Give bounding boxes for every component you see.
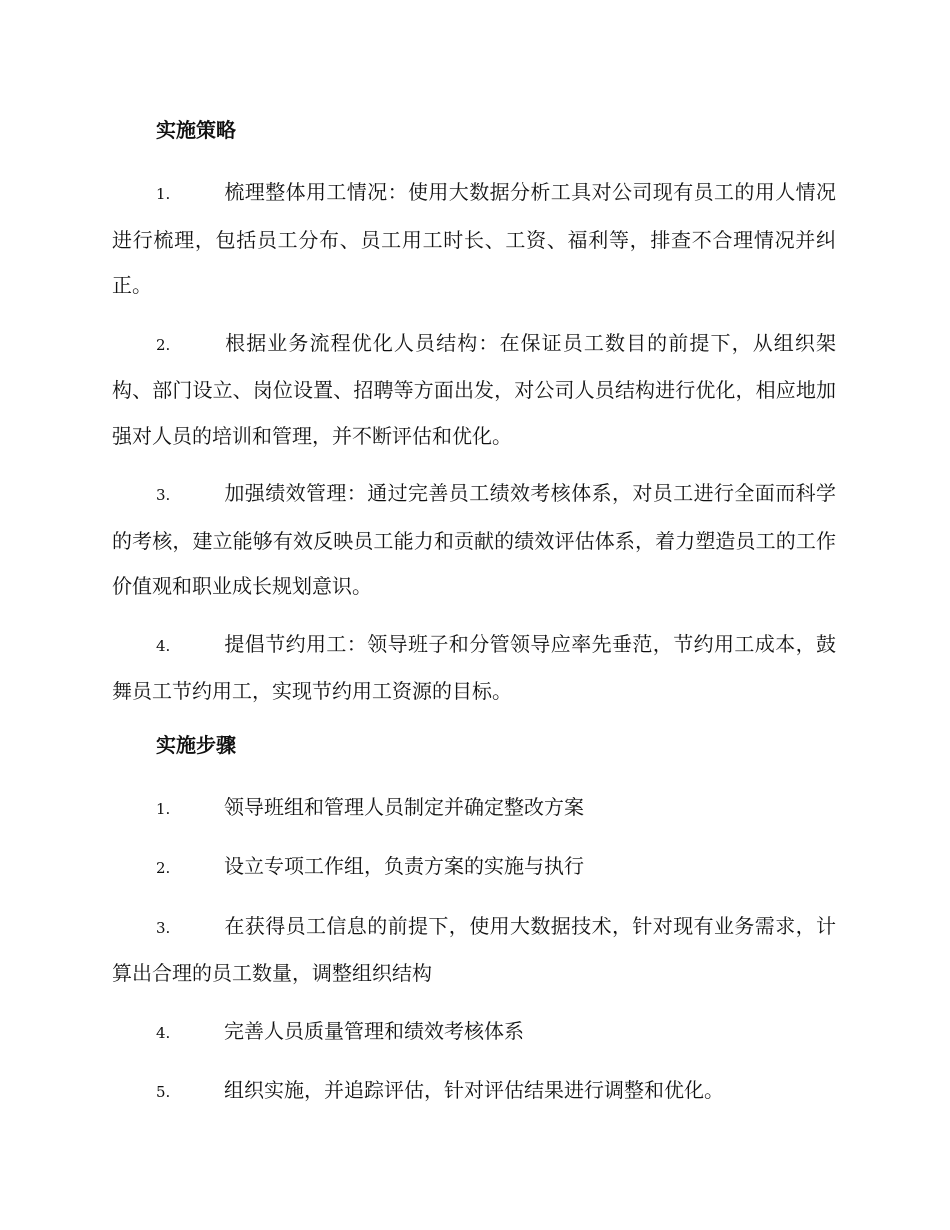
section-heading-strategy: 实施策略 xyxy=(156,118,236,142)
list-number: 4. xyxy=(156,636,171,655)
list-text: 根据业务流程优化人员结构：在保证员工数目的前提下，从组织架构、部门设立、岗位设置、招聘等方面出发，对公司人员结构进行优化，相应地加强对人员的培训和管理，并不断评估和优化。 xyxy=(112,330,836,448)
list-number: 2. xyxy=(156,335,171,354)
list-text: 梳理整体用工情况：使用大数据分析工具对公司现有员工的用人情况进行梳理，包括员工分布、员工用工时长、工资、福利等，排查不合理情况并纠正。 xyxy=(112,180,836,297)
list-number: 5. xyxy=(156,1083,171,1101)
list-item xyxy=(112,1068,836,1116)
list-text: 在获得员工信息的前提下，使用大数据技术，针对现有业务需求，计算出合理的员工数量，调整组织结构 xyxy=(112,913,836,985)
list-item xyxy=(112,622,836,715)
list-text: 完善人员质量管理和绩效考核体系 xyxy=(224,1018,524,1043)
list-number: 2. xyxy=(156,859,171,877)
list-item xyxy=(112,904,836,997)
list-text: 提倡节约用工：领导班子和分管领导应率先垂范，节约用工成本，鼓舞员工节约用工，实现节约用工资源的目标。 xyxy=(112,631,836,703)
list-item xyxy=(112,471,836,610)
list-number: 4. xyxy=(156,1023,171,1042)
list-text: 组织实施，并追踪评估，针对评估结果进行调整和优化。 xyxy=(224,1078,724,1102)
list-number: 3. xyxy=(156,486,171,504)
list-text: 领导班组和管理人员制定并确定整改方案 xyxy=(224,794,584,819)
list-item xyxy=(112,1009,836,1057)
list-item xyxy=(112,785,836,833)
list-text: 加强绩效管理：通过完善员工绩效考核体系，对员工进行全面而科学的考核，建立能够有效反映员工能力和贡献的绩效评估体系，着力塑造员工的工作价值观和职业成长规划意识。 xyxy=(112,481,836,598)
list-item xyxy=(112,170,836,309)
list-text: 设立专项工作组，负责方案的实施与执行 xyxy=(224,854,584,878)
document-body xyxy=(112,112,836,1128)
list-number: 3. xyxy=(156,918,171,937)
list-number: 1. xyxy=(156,185,171,203)
list-number: 1. xyxy=(156,799,171,818)
list-item xyxy=(112,844,836,892)
section-heading-steps: 实施步骤 xyxy=(156,732,236,757)
list-item xyxy=(112,321,836,460)
